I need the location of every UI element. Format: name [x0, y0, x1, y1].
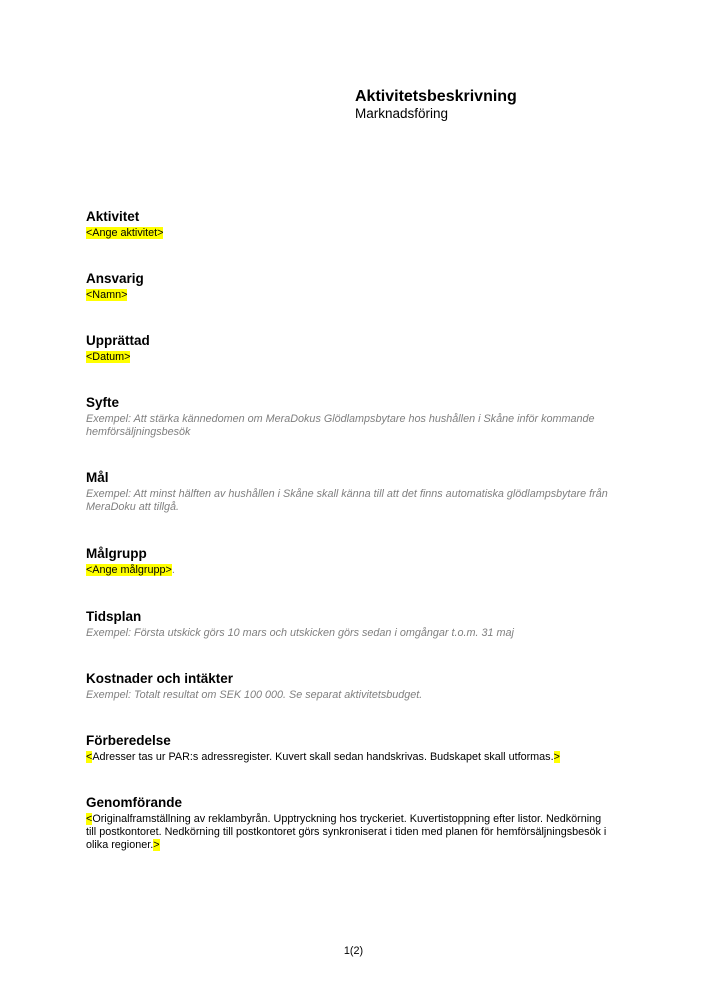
- section-heading: Upprättad: [86, 333, 150, 348]
- page-number: 1(2): [343, 945, 364, 957]
- implementation-text: Originalframställning av reklambyrån. Upptryckning hos tryckeriet. Kuvertistoppning efter listor. Nedkörning till postkontoret. Nedkörning till postkontoret görs synkroniserat i tiden med planen för hemförsäljningsbesök i olika regioner.: [86, 813, 607, 851]
- open-bracket-marker: <: [86, 751, 93, 763]
- section-heading: Aktivitet: [86, 209, 140, 224]
- close-bracket-marker: >: [153, 839, 160, 851]
- section-syfte: [86, 394, 626, 439]
- section-heading: Genomförande: [86, 795, 183, 810]
- section-body[interactable]: [86, 813, 611, 852]
- example-text: Exempel: Att minst hälften av hushållen i Skåne skall känna till att det finns automatiska glödlampsbytare från MeraDoku att tillgå.: [86, 488, 608, 513]
- section-heading: Tidsplan: [86, 609, 142, 624]
- section-ansvarig: [86, 270, 626, 302]
- section-heading: Ansvarig: [86, 271, 144, 286]
- section-heading: Mål: [86, 470, 109, 485]
- section-mal: [86, 469, 626, 514]
- section-kostnader-och-intakter: [86, 670, 626, 702]
- close-bracket-marker: >: [553, 751, 560, 763]
- placeholder-target-group-field[interactable]: <Ange målgrupp>: [86, 564, 172, 576]
- section-malgrupp: [86, 545, 626, 577]
- preparation-text: Adresser tas ur PAR:s adressregister. Kuvert skall sedan handskrivas. Budskapet skall utformas.: [92, 751, 554, 763]
- example-text: Exempel: Totalt resultat om SEK 100 000. Se separat aktivitetsbudget.: [86, 689, 423, 701]
- document-title: Aktivitetsbeskrivning: [355, 88, 517, 105]
- section-heading: Förberedelse: [86, 733, 171, 748]
- document-header: [355, 87, 517, 122]
- section-body[interactable]: [86, 751, 626, 764]
- section-heading: Kostnader och intäkter: [86, 671, 234, 686]
- placeholder-name-field[interactable]: <Namn>: [86, 289, 128, 301]
- section-heading: Målgrupp: [86, 546, 147, 561]
- section-body: [86, 227, 626, 240]
- section-body: [86, 289, 626, 302]
- document-subtitle: Marknadsföring: [355, 106, 449, 121]
- section-upprattad: [86, 332, 626, 364]
- placeholder-activity-field[interactable]: <Ange aktivitet>: [86, 227, 164, 239]
- section-forberedelse: [86, 732, 626, 764]
- placeholder-date-field[interactable]: <Datum>: [86, 351, 131, 363]
- example-text: Exempel: Att stärka kännedomen om MeraDokus Glödlampsbytare hos hushållen i Skåne inför kommande hemförsäljningsbesök: [86, 413, 595, 438]
- section-heading: Syfte: [86, 395, 120, 410]
- example-text: Exempel: Första utskick görs 10 mars och utskicken görs sedan i omgångar t.o.m. 31 maj: [86, 627, 514, 639]
- open-bracket-marker: <: [86, 813, 93, 825]
- section-aktivitet: [86, 208, 626, 240]
- section-body: [86, 564, 626, 577]
- section-genomforande: [86, 794, 626, 852]
- section-tidsplan: [86, 608, 626, 640]
- section-body: [86, 351, 626, 364]
- trailing-period: .: [171, 564, 175, 576]
